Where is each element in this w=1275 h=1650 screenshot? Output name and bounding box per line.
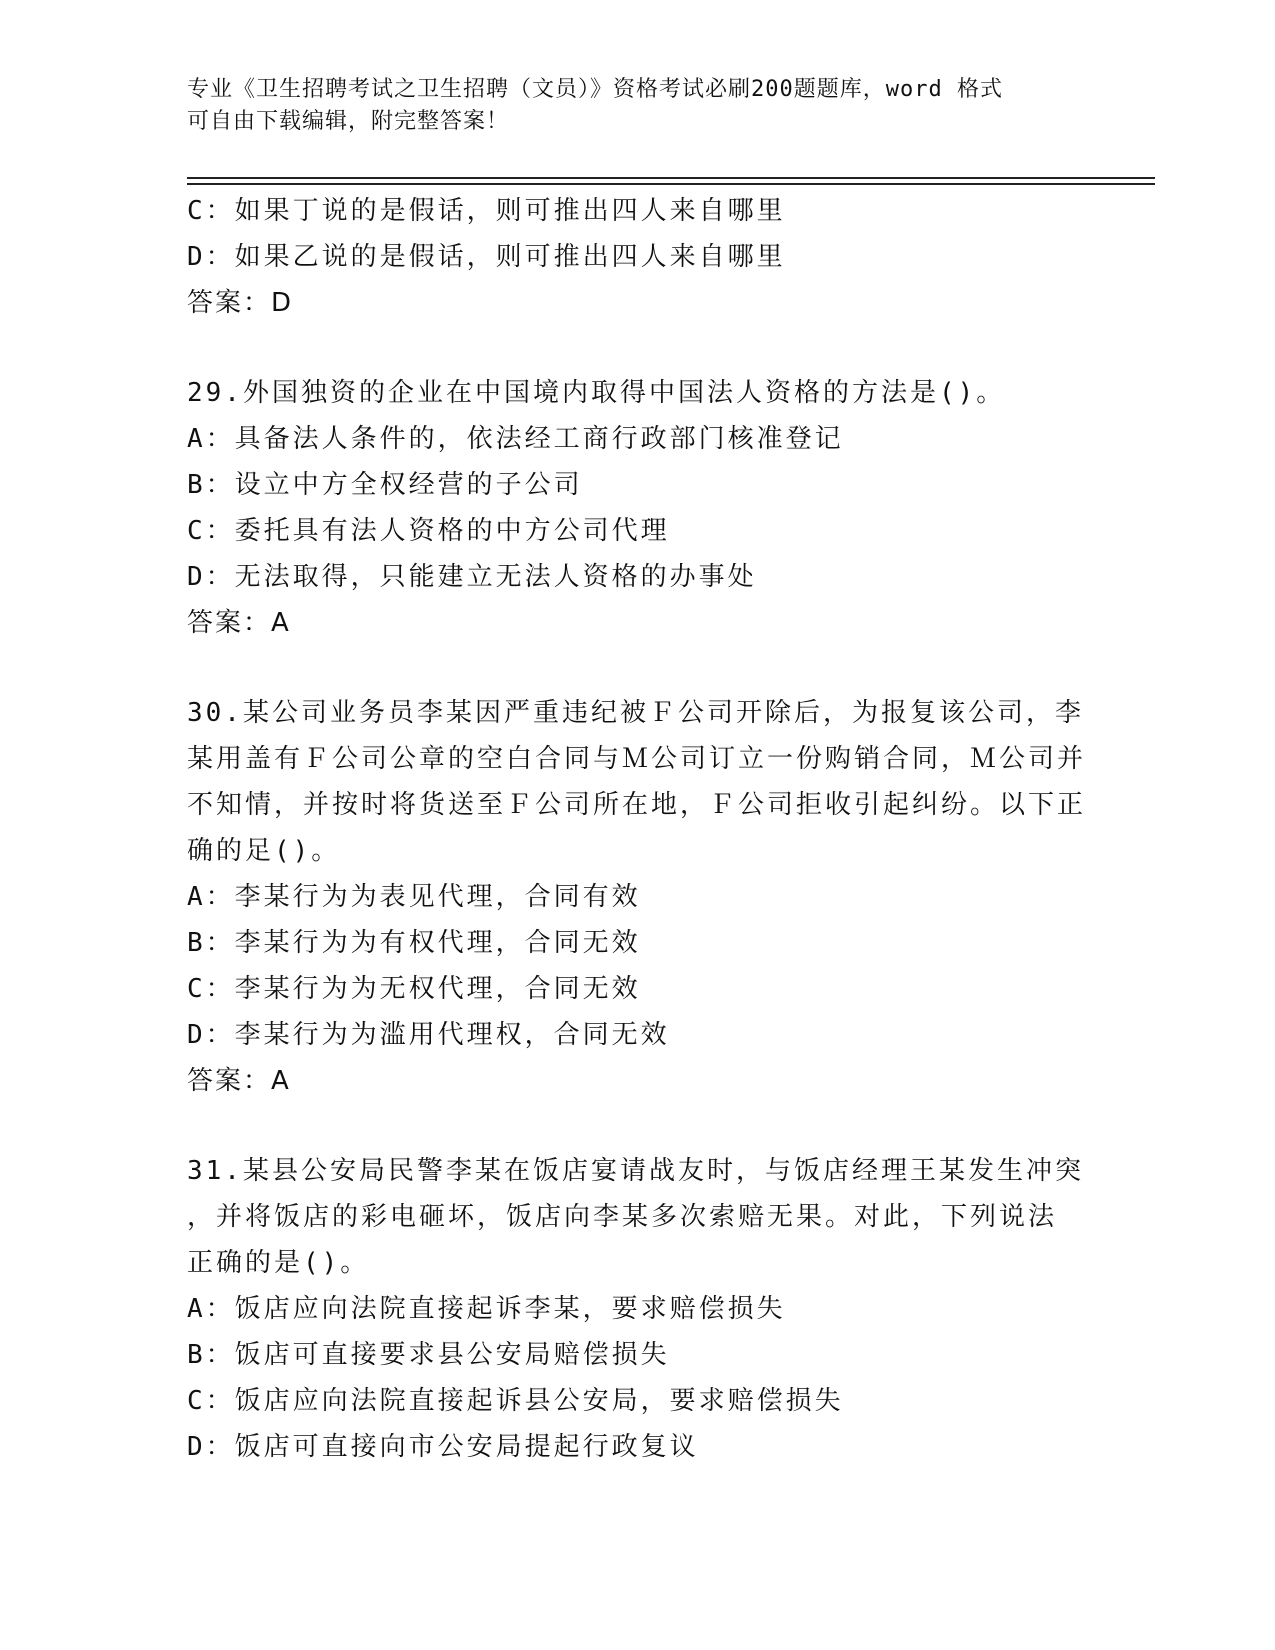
- question-stem-line: ，并将饭店的彩电砸坏，饭店向李某多次索赔无果。对此，下列说法: [187, 1202, 1058, 1232]
- option-c: C：李某行为为无权代理，合同无效: [187, 974, 641, 1004]
- header-line-2: 可自由下载编辑，附完整答案！: [187, 109, 510, 134]
- question-stem-line: 某用盖有Ｆ公司公章的空白合同与Ｍ公司订立一份购销合同，Ｍ公司并: [187, 744, 1087, 774]
- option-a: A：饭店应向法院直接起诉李某，要求赔偿损失: [187, 1294, 786, 1324]
- document-header: [187, 74, 1087, 138]
- header-divider-bottom: [187, 183, 1155, 185]
- answer-line: 答案：D: [187, 288, 294, 318]
- question-stem-line: 31.某县公安局民警李某在饭店宴请战友时，与饭店经理王某发生冲突: [187, 1156, 1084, 1186]
- answer-line: 答案：A: [187, 1066, 291, 1096]
- option-b: B：饭店可直接要求县公安局赔偿损失: [187, 1340, 670, 1370]
- option-d: D：无法取得，只能建立无法人资格的办事处: [187, 562, 757, 592]
- question-28-tail: [187, 188, 1087, 326]
- spacer: [187, 326, 1087, 370]
- option-d: D：如果乙说的是假话，则可推出四人来自哪里: [187, 242, 786, 272]
- question-stem-line: 正确的是()。: [187, 1248, 370, 1278]
- document-body: [187, 188, 1087, 1470]
- option-c: C：饭店应向法院直接起诉县公安局，要求赔偿损失: [187, 1386, 844, 1416]
- option-b: B：设立中方全权经营的子公司: [187, 470, 583, 500]
- option-a: A：具备法人条件的，依法经工商行政部门核准登记: [187, 424, 844, 454]
- spacer: [187, 1104, 1087, 1148]
- question-29: [187, 370, 1087, 646]
- spacer: [187, 646, 1087, 690]
- answer-line: 答案：A: [187, 608, 291, 638]
- option-c: C：如果丁说的是假话，则可推出四人来自哪里: [187, 196, 786, 226]
- header-divider-top: [187, 177, 1155, 179]
- option-d: D：饭店可直接向市公安局提起行政复议: [187, 1432, 699, 1462]
- option-b: B：李某行为为有权代理，合同无效: [187, 928, 641, 958]
- header-line-1: 专业《卫生招聘考试之卫生招聘（文员）》资格考试必刷200题题库，word 格式: [187, 77, 1003, 102]
- question-31: [187, 1148, 1087, 1470]
- option-c: C：委托具有法人资格的中方公司代理: [187, 516, 670, 546]
- option-a: A：李某行为为表见代理，合同有效: [187, 882, 641, 912]
- question-30: [187, 690, 1087, 1104]
- question-stem-line: 不知情，并按时将货送至Ｆ公司所在地，Ｆ公司拒收引起纠纷。以下正: [187, 790, 1087, 820]
- option-d: D：李某行为为滥用代理权，合同无效: [187, 1020, 670, 1050]
- question-stem-line: 30.某公司业务员李某因严重违纪被Ｆ公司开除后，为报复该公司，李: [187, 698, 1084, 728]
- question-stem-line: 29.外国独资的企业在中国境内取得中国法人资格的方法是()。: [187, 378, 1006, 408]
- question-stem-line: 确的足()。: [187, 836, 341, 866]
